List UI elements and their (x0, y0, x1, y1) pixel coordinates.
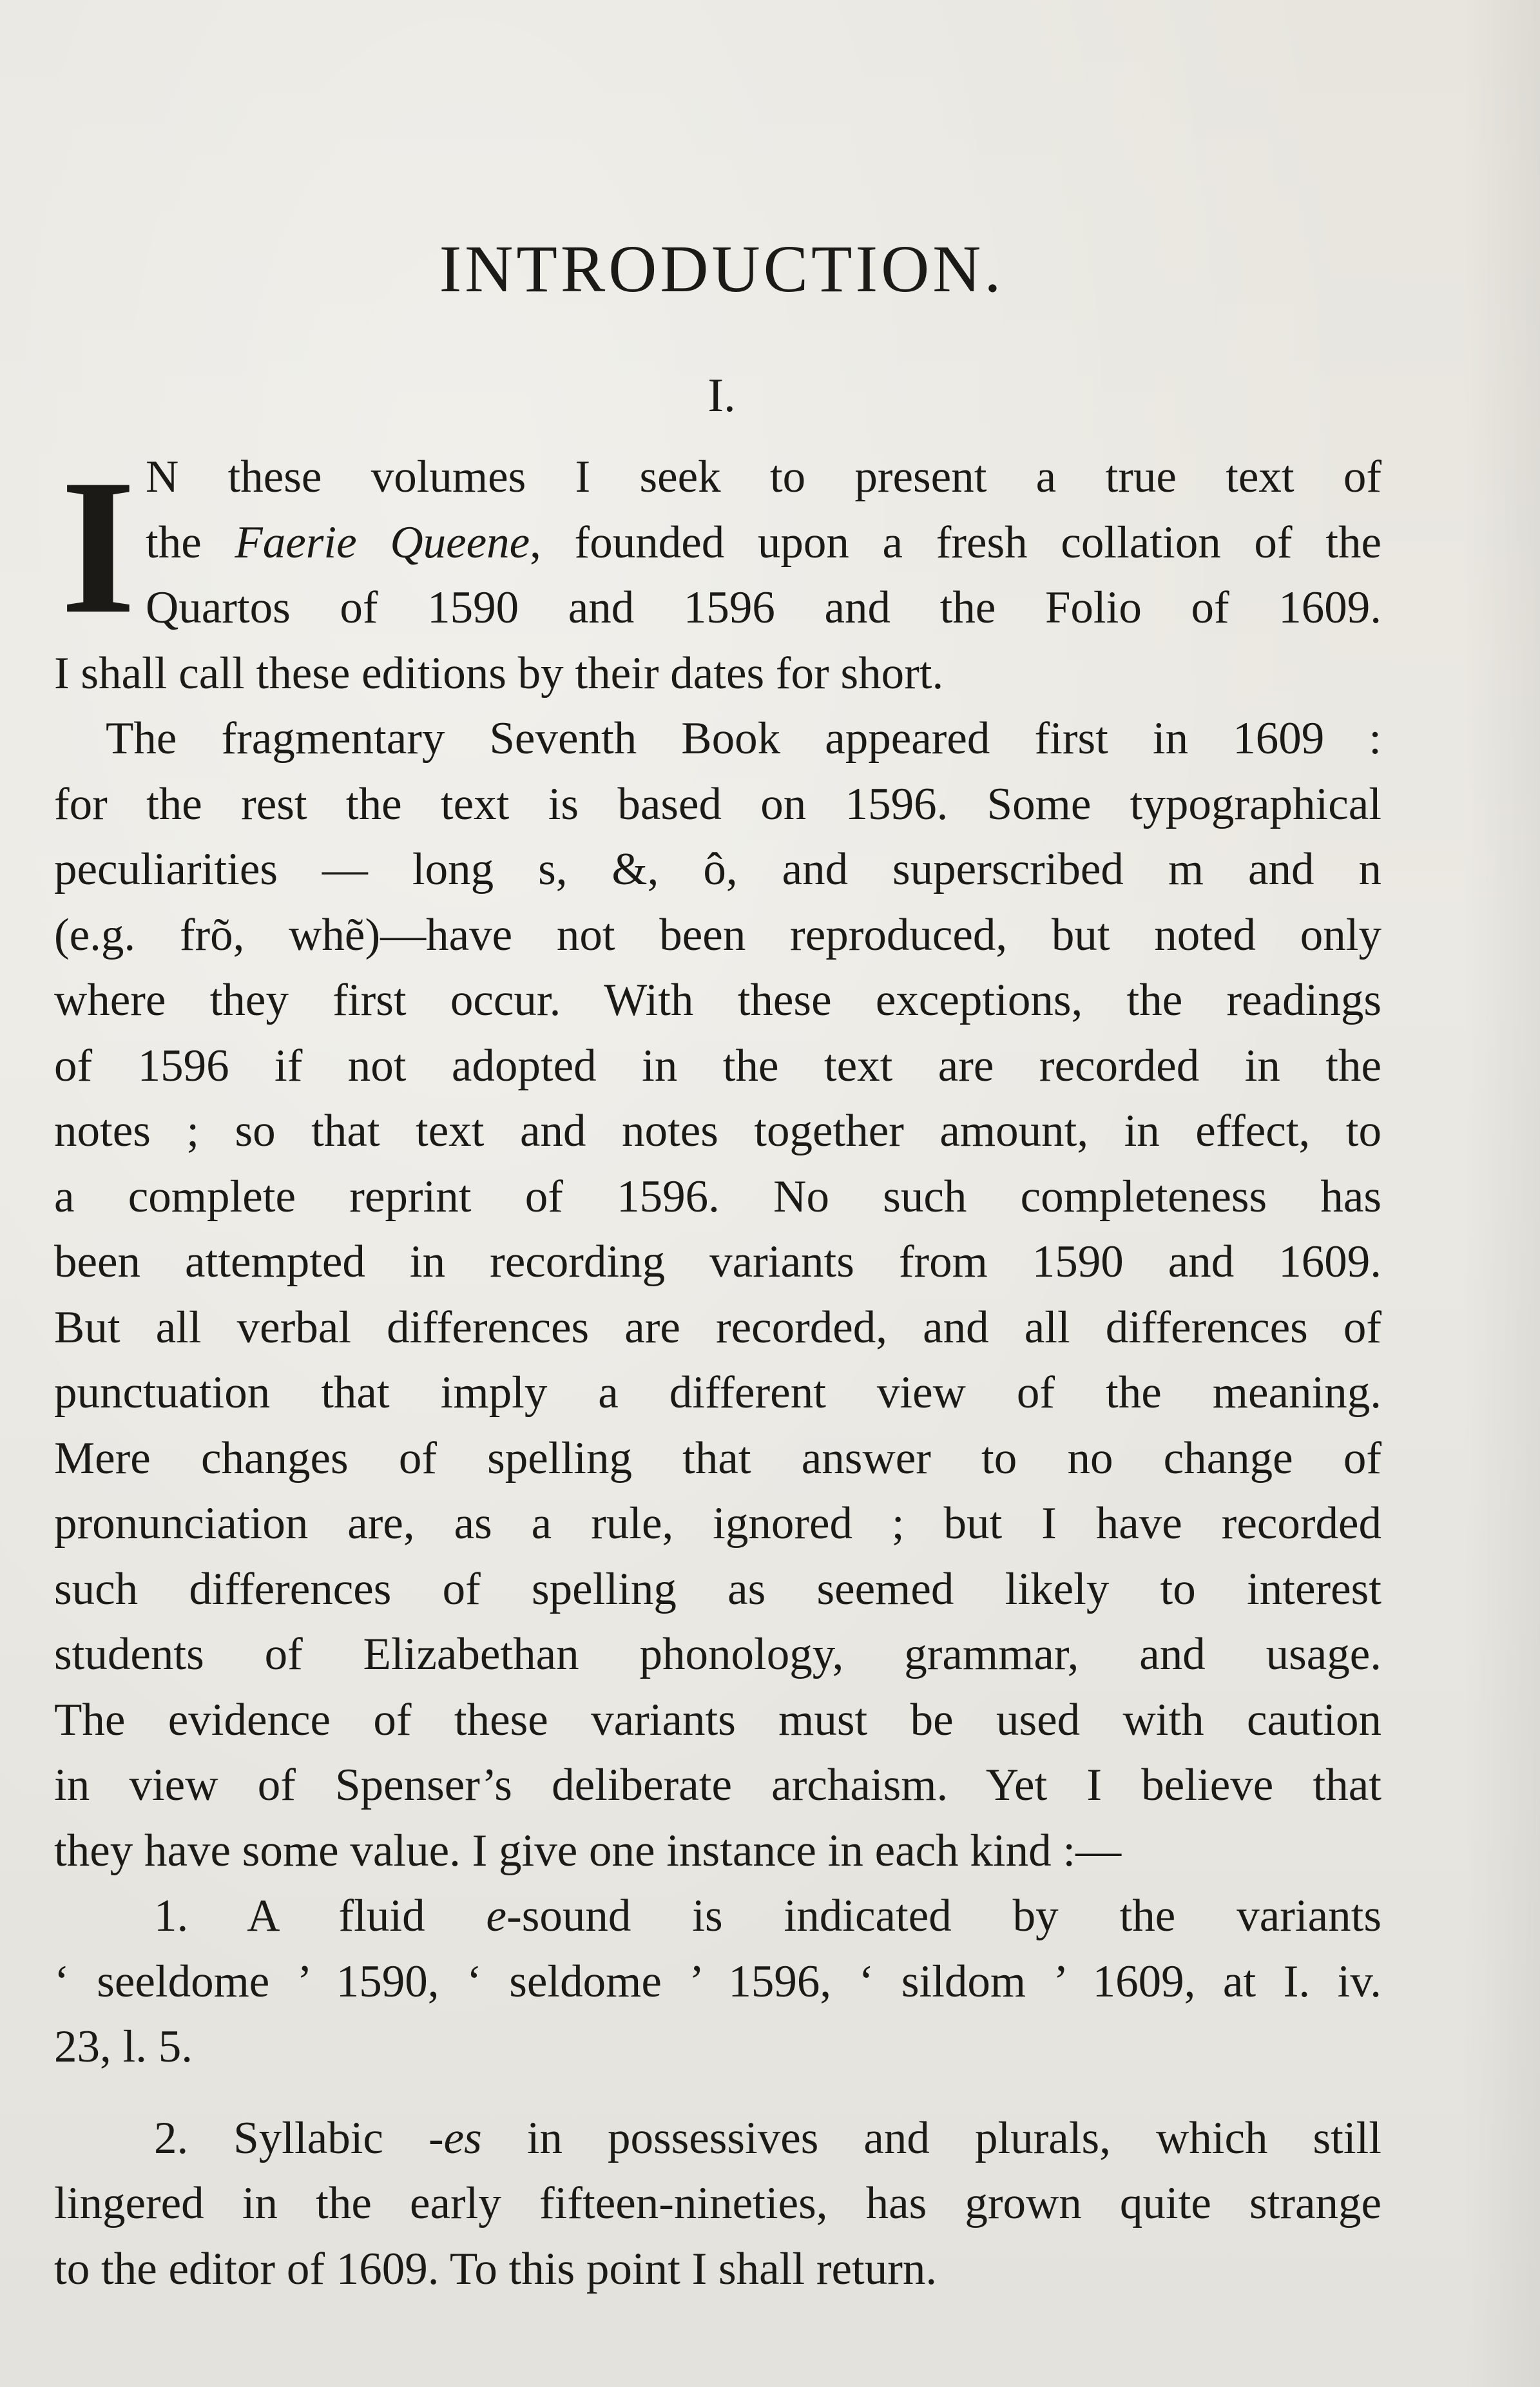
body-text (54, 440, 1381, 2302)
text-line: 23, l. 5. (54, 2022, 193, 2072)
text-line: where they first occur. With these exceptions, the readings (54, 975, 1381, 1025)
text-line: Quartos of 1590 and 1596 and the Folio of 1609. (146, 583, 1381, 633)
text-line: been attempted in recording variants from 1590 and 1609. (54, 1237, 1381, 1287)
page-edge-shadow (1463, 0, 1540, 2387)
text-line: ‘ seeldome ’ 1590, ‘ seldome ’ 1596, ‘ sildom ’ 1609, at I. iv. (54, 1956, 1381, 2007)
text-line: such differences of spelling as seemed likely to interest (54, 1563, 1381, 1614)
text-line: students of Elizabethan phonology, grammar, and usage. (54, 1629, 1381, 1679)
paragraph-gap (54, 2080, 1381, 2106)
text-line: the Faerie Queene, founded upon a fresh collation of the (146, 517, 1381, 568)
text-line: N these volumes I seek to present a true text of (146, 452, 1381, 502)
text-line: 2. Syllabic -es in possessives and plurals, which still (154, 2112, 1381, 2163)
text-line: in view of Spenser’s deliberate archaism. Yet I believe that (54, 1760, 1381, 1810)
opening-paragraph (54, 440, 1381, 653)
text-line: I shall call these editions by their dates for short. (54, 648, 944, 699)
text-line: punctuation that imply a different view of the meaning. (54, 1367, 1381, 1418)
text-line: to the editor of 1609. To this point I shall return. (54, 2243, 938, 2294)
text-line: lingered in the early fifteen-nineties, has grown quite strange (54, 2178, 1381, 2228)
text-line: The evidence of these variants must be used with caution (54, 1694, 1381, 1745)
text-line: But all verbal differences are recorded, and all differences of (54, 1302, 1381, 1353)
chapter-title: INTRODUCTION. (439, 232, 1005, 306)
text-line: 1. A fluid e-sound is indicated by the variants (154, 1891, 1381, 1941)
text-line: The fragmentary Seventh Book appeared first in 1609 : (106, 713, 1381, 764)
text-line: for the rest the text is based on 1596. Some typographical (54, 778, 1381, 829)
section-number: I. (707, 369, 736, 422)
text-line: Mere changes of spelling that answer to no change of (54, 1433, 1381, 1483)
italic-text: e (486, 1891, 507, 1941)
text-line: peculiarities — long s, &, ô, and superscribed m and n (54, 844, 1381, 894)
text-line: pronunciation are, as a rule, ignored ; but I have recorded (54, 1498, 1381, 1549)
text-line: a complete reprint of 1596. No such completeness has (54, 1171, 1381, 1222)
text-line: notes ; so that text and notes together amount, in effect, to (54, 1106, 1381, 1156)
italic-text: Faerie Queene (235, 517, 530, 568)
text-line: they have some value. I give one instance in each kind :— (54, 1825, 1122, 1876)
drop-cap: I (61, 440, 136, 653)
text-line: of 1596 if not adopted in the text are recorded in the (54, 1040, 1381, 1091)
italic-text: -es (428, 2112, 482, 2163)
text-line: (e.g. frõ, whẽ)—have not been reproduced, but noted only (54, 909, 1381, 960)
